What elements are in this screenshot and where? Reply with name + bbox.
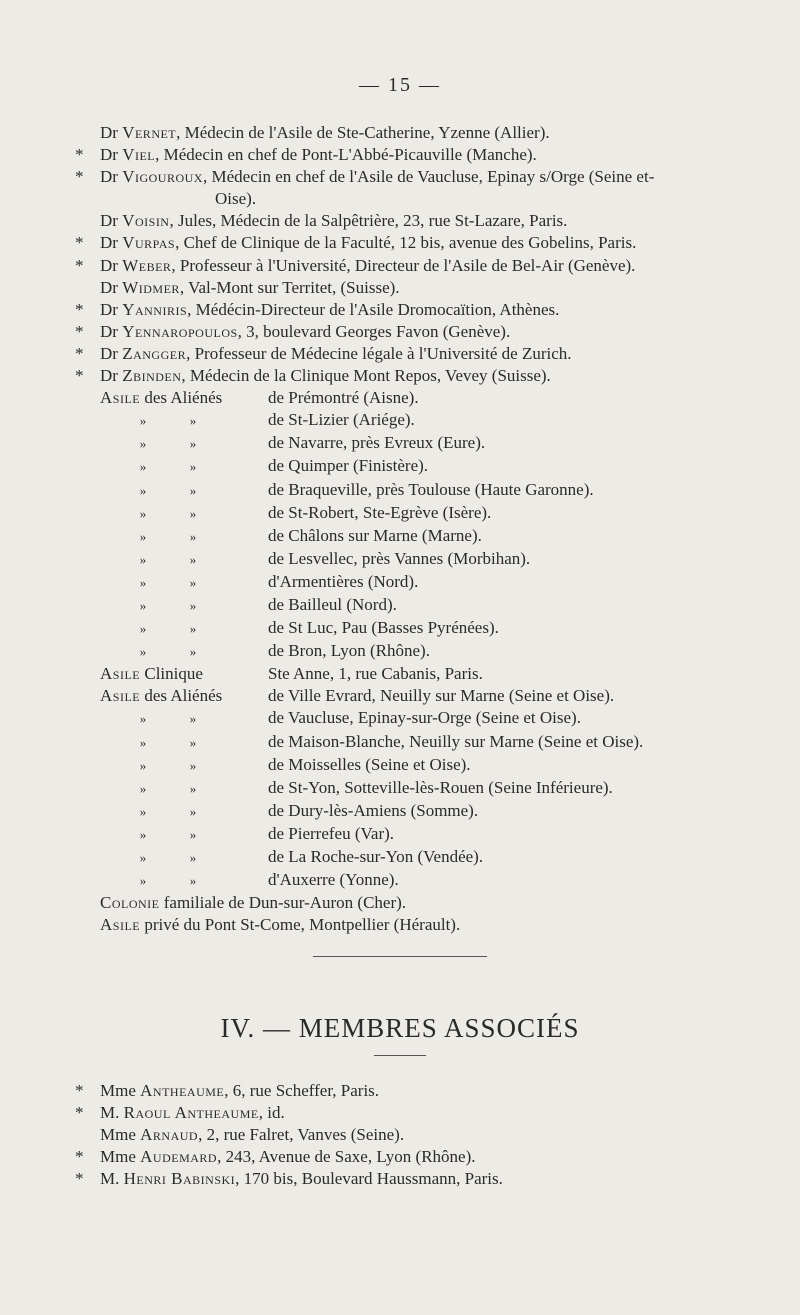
- star-marker: *: [75, 145, 84, 165]
- member-entry-continuation: [0, 188, 800, 210]
- ditto-marks: [100, 433, 218, 452]
- member-details: , 170 bis, Boulevard Haussmann, Paris.: [235, 1169, 503, 1189]
- asylum-entry: [0, 479, 800, 502]
- member-details: , Médecin en chef de l'Asile de Vaucluse, Epinay s/Orge (Seine et-: [202, 167, 655, 187]
- ditto-mark: »: [189, 528, 197, 544]
- ditto-marks: [100, 410, 218, 429]
- asylum-entry: [0, 432, 800, 455]
- star-marker: *: [75, 343, 84, 363]
- asylum-location: de Moisselles (Seine et Oise).: [268, 754, 471, 774]
- asylum-type: Asile: [100, 686, 141, 706]
- ditto-mark: »: [139, 505, 147, 521]
- member-entry: [0, 1146, 800, 1168]
- ditto-marks: [100, 595, 218, 614]
- ditto-marks: [100, 641, 218, 660]
- asylum-location: de Bron, Lyon (Rhône).: [268, 641, 430, 661]
- page-number: — 15 —: [359, 74, 441, 96]
- asylum-location: de St-Robert, Ste-Egrève (Isère).: [268, 502, 492, 522]
- ditto-mark: »: [189, 436, 197, 452]
- ditto-mark: »: [189, 644, 197, 660]
- member-name: Vernet: [122, 123, 177, 142]
- member-entry: [0, 210, 800, 232]
- member-entry: [0, 343, 800, 365]
- member-title: Mme: [100, 1125, 136, 1145]
- asylum-location: de St Luc, Pau (Basses Pyrénées).: [268, 618, 499, 638]
- star-marker: *: [75, 233, 84, 253]
- ditto-mark: »: [189, 873, 197, 889]
- member-name: Yennaropoulos: [122, 321, 238, 341]
- ditto-mark: »: [139, 734, 147, 750]
- star-marker: *: [75, 366, 84, 386]
- asylum-location: d'Armentières (Nord).: [268, 571, 419, 591]
- asylum-entry: [0, 685, 800, 707]
- asylum-type: Asile: [100, 388, 141, 408]
- ditto-mark: »: [189, 780, 197, 796]
- ditto-mark: »: [139, 873, 147, 889]
- asylum-location: privé du Pont St-Come, Montpellier (Hérault).: [144, 915, 461, 935]
- ditto-mark: »: [139, 780, 147, 796]
- member-title: Mme: [100, 1147, 136, 1167]
- asylum-location: de Quimper (Finistère).: [268, 456, 429, 476]
- ditto-mark: »: [189, 757, 197, 773]
- ditto-mark: »: [189, 574, 197, 590]
- ditto-mark: »: [189, 711, 197, 727]
- member-details: , 3, boulevard Georges Favon (Genève).: [237, 321, 511, 341]
- ditto-mark: »: [189, 459, 197, 475]
- asylum-location: de Châlons sur Marne (Marne).: [268, 525, 482, 545]
- asylum-location: de Braqueville, près Toulouse (Haute Garonne).: [268, 479, 594, 499]
- member-entry: [0, 232, 800, 254]
- member-title: Dr: [100, 255, 118, 275]
- member-entry: [0, 1102, 800, 1124]
- member-name: Vigouroux: [122, 167, 203, 187]
- member-title: Mme: [100, 1081, 136, 1100]
- member-details: , 243, Avenue de Saxe, Lyon (Rhône).: [217, 1147, 476, 1167]
- asylum-location: de Navarre, près Evreux (Eure).: [268, 433, 486, 453]
- ditto-mark: »: [139, 413, 147, 429]
- ditto-mark: »: [189, 850, 197, 865]
- asylum-location: de Lesvellec, près Vannes (Morbihan).: [268, 548, 531, 568]
- member-details: , Médecin en chef de Pont-L'Abbé-Picauville (Manche).: [155, 145, 537, 165]
- asylum-type: Colonie: [100, 893, 160, 913]
- asylum-location: familiale de Dun-sur-Auron (Cher).: [163, 893, 407, 913]
- asylum-entry: [0, 869, 800, 892]
- ditto-mark: »: [139, 621, 147, 637]
- member-details: , 2, rue Falret, Vanves (Seine).: [198, 1125, 405, 1145]
- ditto-mark: »: [139, 826, 147, 842]
- asylum-label: des Aliénés: [144, 388, 223, 408]
- asylum-entry: [0, 409, 800, 432]
- asylum-location: de Prémontré (Aisne).: [268, 388, 419, 408]
- member-title: Dr: [100, 211, 118, 231]
- asylum-location: de St-Lizier (Ariége).: [268, 410, 415, 430]
- member-title: Dr: [100, 123, 118, 142]
- member-name: Zbinden: [122, 366, 182, 386]
- ditto-marks: [100, 847, 218, 866]
- ditto-mark: »: [189, 803, 197, 819]
- ditto-mark: »: [139, 711, 147, 727]
- member-name: Vurpas: [122, 233, 176, 253]
- ditto-mark: »: [189, 482, 197, 498]
- asylum-location: d'Auxerre (Yonne).: [268, 870, 399, 890]
- member-title: Dr: [100, 277, 118, 297]
- asylum-location: de Bailleul (Nord).: [268, 594, 397, 614]
- ditto-mark: »: [189, 505, 197, 521]
- member-title: Dr: [100, 366, 118, 386]
- ditto-mark: »: [139, 757, 147, 773]
- ditto-marks: [100, 824, 218, 843]
- ditto-marks: [100, 778, 218, 797]
- member-name: Raoul Antheaume: [123, 1103, 259, 1123]
- asylum-location: de La Roche-sur-Yon (Vendée).: [268, 847, 484, 866]
- asylum-label: des Aliénés: [144, 686, 223, 706]
- member-name: Weber: [122, 255, 172, 275]
- ditto-mark: »: [139, 459, 147, 475]
- ditto-marks: [100, 870, 218, 889]
- asylum-location: de Pierrefeu (Var).: [268, 823, 395, 843]
- ditto-marks: [100, 801, 218, 820]
- asylum-entry: [0, 846, 800, 869]
- ditto-mark: »: [139, 850, 147, 865]
- asylum-entry: [0, 800, 800, 823]
- ditto-mark: »: [139, 482, 147, 498]
- ditto-marks: [100, 755, 218, 774]
- asylum-entry: [0, 754, 800, 777]
- ditto-mark: »: [189, 621, 197, 637]
- asylum-entry: [0, 548, 800, 571]
- member-title: Dr: [100, 321, 118, 341]
- member-title: M.: [100, 1103, 120, 1123]
- asylum-entry: [0, 571, 800, 594]
- asylum-entry: [0, 707, 800, 730]
- asylum-location: de Vaucluse, Epinay-sur-Orge (Seine et Oise).: [268, 708, 581, 728]
- member-details: , Médécin-Directeur de l'Asile Dromocaïtion, Athènes.: [187, 299, 560, 319]
- star-marker: *: [75, 1169, 84, 1189]
- asylum-location: de Maison-Blanche, Neuilly sur Marne (Seine et Oise).: [268, 731, 644, 751]
- star-marker: *: [75, 1147, 84, 1167]
- ditto-marks: [100, 618, 218, 637]
- member-name: Widmer: [122, 277, 180, 297]
- member-entry: [0, 1080, 800, 1102]
- member-entry: [0, 365, 800, 387]
- asylum-entry: [0, 617, 800, 640]
- member-details: , 6, rue Scheffer, Paris.: [224, 1081, 380, 1100]
- member-details: , id.: [258, 1103, 285, 1123]
- asylum-entry: [0, 594, 800, 617]
- asylum-entry: [0, 502, 800, 525]
- asylum-entry: [0, 455, 800, 478]
- asylum-type: Asile: [100, 664, 141, 684]
- member-name: Arnaud: [140, 1125, 199, 1145]
- member-title: Dr: [100, 343, 118, 363]
- member-entry: [0, 144, 800, 166]
- member-title: Dr: [100, 167, 118, 187]
- ditto-mark: »: [189, 826, 197, 842]
- continuation-text: Oise).: [215, 189, 257, 209]
- asylum-location: de Ville Evrard, Neuilly sur Marne (Seine et Oise).: [268, 686, 615, 706]
- member-name: Antheaume: [140, 1081, 225, 1100]
- asylum-entry: [0, 640, 800, 663]
- member-entry: [0, 166, 800, 188]
- ditto-marks: [100, 549, 218, 568]
- member-details: , Jules, Médecin de la Salpêtrière, 23, rue St-Lazare, Paris.: [169, 211, 568, 231]
- asylum-location: de St-Yon, Sotteville-lès-Rouen (Seine Inférieure).: [268, 777, 613, 797]
- asylum-entry: [0, 777, 800, 800]
- ditto-mark: »: [189, 413, 197, 429]
- asylum-type: Asile: [100, 915, 141, 935]
- ditto-marks: [100, 708, 218, 727]
- asylum-location: de Dury-lès-Amiens (Somme).: [268, 800, 479, 820]
- asylum-entry: [0, 823, 800, 846]
- member-title: Dr: [100, 233, 118, 253]
- ditto-marks: [100, 480, 218, 499]
- star-marker: *: [75, 255, 84, 275]
- star-marker: *: [75, 299, 84, 319]
- ditto-marks: [100, 456, 218, 475]
- member-title: M.: [100, 1169, 120, 1189]
- ditto-marks: [100, 503, 218, 522]
- section-divider: [313, 956, 487, 957]
- title-underline: [374, 1055, 426, 1056]
- asylum-entry: [0, 663, 800, 685]
- asylum-entry: [0, 387, 800, 409]
- ditto-mark: »: [139, 597, 147, 613]
- ditto-mark: »: [139, 644, 147, 660]
- ditto-mark: »: [139, 436, 147, 452]
- star-marker: *: [75, 1081, 84, 1100]
- member-title: Dr: [100, 299, 118, 319]
- member-name: Zangger: [122, 343, 187, 363]
- member-entry: [0, 277, 800, 299]
- member-details: , Chef de Clinique de la Faculté, 12 bis, avenue des Gobelins, Paris.: [175, 233, 637, 253]
- ditto-mark: »: [189, 597, 197, 613]
- ditto-mark: »: [139, 551, 147, 567]
- members-list: [0, 122, 800, 936]
- star-marker: *: [75, 1103, 84, 1123]
- asylum-entry: [0, 914, 800, 936]
- ditto-marks: [100, 732, 218, 751]
- asylum-entry: [0, 892, 800, 914]
- member-name: Yanniris: [122, 299, 188, 319]
- ditto-marks: [100, 526, 218, 545]
- star-marker: *: [75, 167, 84, 187]
- member-details: , Médecin de l'Asile de Ste-Catherine, Yzenne (Allier).: [176, 123, 550, 142]
- ditto-mark: »: [139, 574, 147, 590]
- member-name: Henri Babinski: [123, 1169, 236, 1189]
- ditto-mark: »: [189, 734, 197, 750]
- asylum-entry: [0, 525, 800, 548]
- member-name: Voisin: [122, 211, 170, 231]
- member-entry: [0, 321, 800, 343]
- ditto-mark: »: [139, 803, 147, 819]
- member-details: , Professeur à l'Université, Directeur de l'Asile de Bel-Air (Genève).: [171, 255, 636, 275]
- ditto-mark: »: [189, 551, 197, 567]
- member-details: , Val-Mont sur Territet, (Suisse).: [179, 277, 400, 297]
- ditto-mark: »: [139, 528, 147, 544]
- ditto-marks: [100, 572, 218, 591]
- asylum-label: Clinique: [144, 664, 203, 684]
- member-details: , Professeur de Médecine légale à l'Université de Zurich.: [186, 343, 572, 363]
- member-name: Viel: [122, 145, 156, 165]
- member-entry: [0, 122, 800, 144]
- member-name: Audemard: [140, 1147, 218, 1167]
- star-marker: *: [75, 321, 84, 341]
- asylum-location: Ste Anne, 1, rue Cabanis, Paris.: [268, 664, 483, 684]
- member-entry: [0, 299, 800, 321]
- member-entry: [0, 255, 800, 277]
- member-details: , Médecin de la Clinique Mont Repos, Vevey (Suisse).: [181, 366, 551, 386]
- member-entry: [0, 1124, 800, 1146]
- associates-list: [0, 1080, 800, 1190]
- section-title: IV. — MEMBRES ASSOCIÉS: [220, 1013, 580, 1043]
- member-title: Dr: [100, 145, 118, 165]
- member-entry: [0, 1168, 800, 1190]
- asylum-entry: [0, 731, 800, 754]
